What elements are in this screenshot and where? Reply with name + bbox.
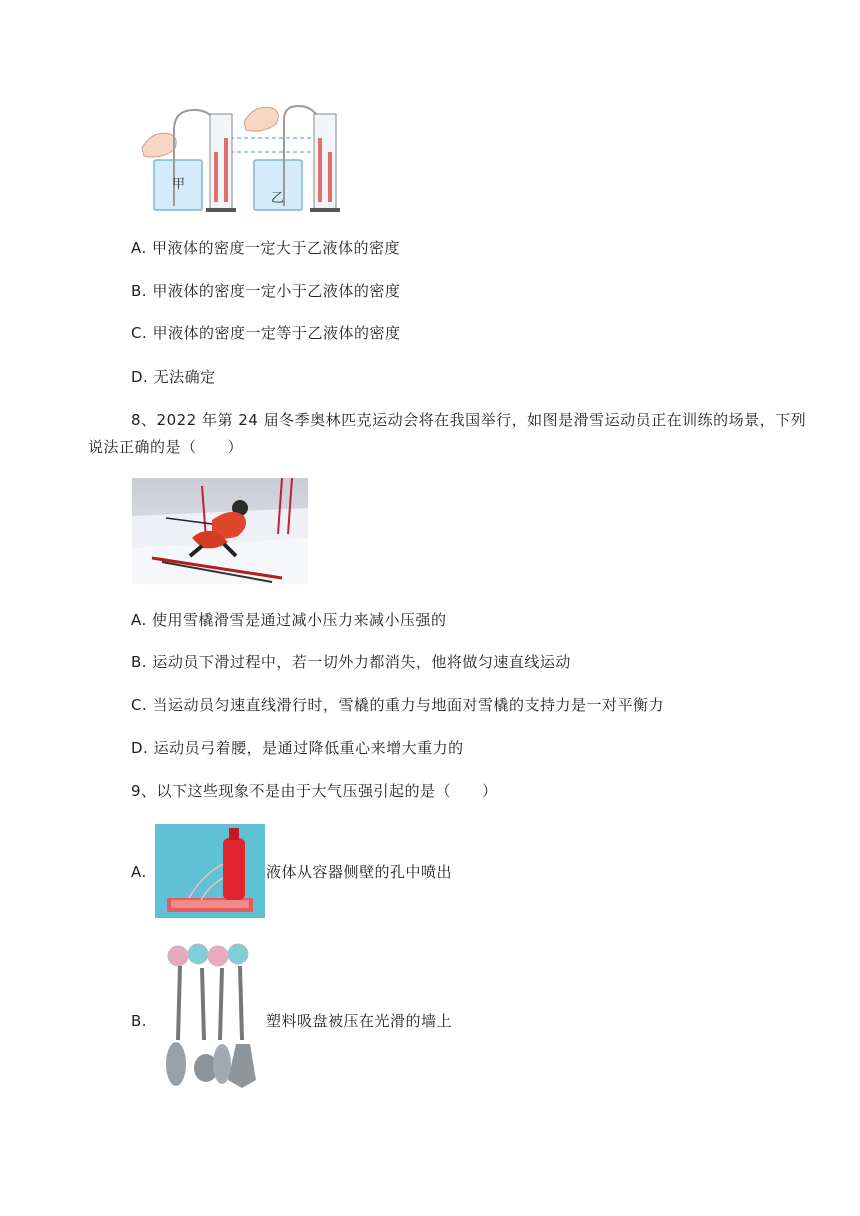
q7-option-c: C. 甲液体的密度一定等于乙液体的密度 [131, 324, 401, 342]
q7-option-d: D. 无法确定 [131, 368, 216, 386]
q8-option-c: C. 当运动员匀速直线滑行时，雪橇的重力与地面对雪橇的支持力是一对平衡力 [131, 696, 665, 714]
beaker-label-jia: 甲 [172, 177, 186, 192]
q9-option-b-text: 塑料吸盘被压在光滑的墙上 [266, 1012, 453, 1030]
skier-photo [132, 478, 308, 584]
q8-option-a: A. 使用雪橇滑雪是通过减小压力来减小压强的 [131, 611, 447, 629]
q9-option-a-text: 液体从容器侧壁的孔中喷出 [266, 863, 453, 881]
q8-option-b: B. 运动员下滑过程中，若一切外力都消失，他将做匀速直线运动 [131, 653, 571, 671]
q7-option-b: B. 甲液体的密度一定小于乙液体的密度 [131, 282, 401, 300]
q7-option-a: A. 甲液体的密度一定大于乙液体的密度 [131, 239, 401, 257]
bottle-leak-photo [155, 824, 265, 918]
q8-stem-line1: 8、2022 年第 24 届冬季奥林匹克运动会将在我国举行，如图是滑雪运动员正在训练的场景，下列 [131, 411, 807, 429]
q9-option-b-letter: B. [131, 1012, 148, 1030]
beaker-label-yi: 乙 [271, 191, 285, 206]
manometer-figure [134, 100, 350, 216]
q9-stem: 9、以下这些现象不是由于大气压强引起的是（ ） [131, 782, 498, 800]
suction-cup-utensils-photo [156, 940, 260, 1094]
q8-stem-line2: 说法正确的是（ ） [88, 438, 244, 456]
q8-option-d: D. 运动员弓着腰，是通过降低重心来增大重力的 [131, 739, 464, 757]
q9-option-a-letter: A. [131, 863, 147, 881]
